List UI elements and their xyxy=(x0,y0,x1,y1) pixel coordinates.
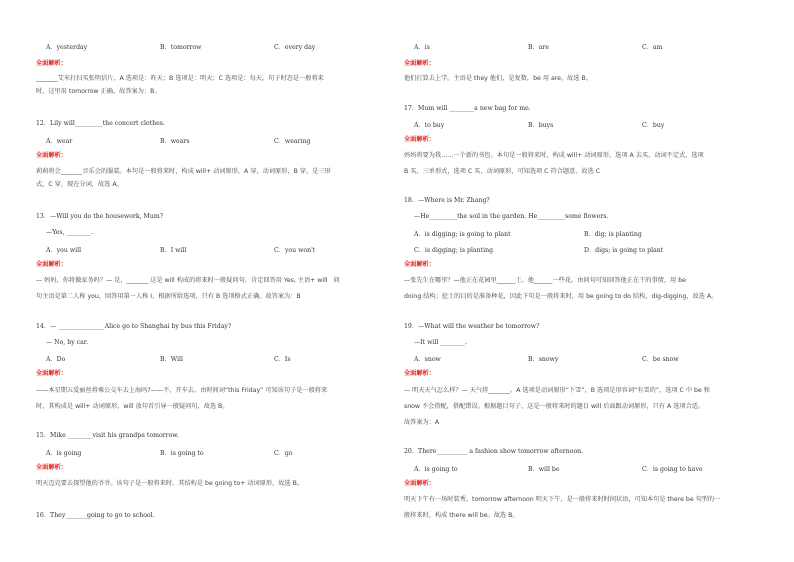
q17-option-a: A．to buy xyxy=(414,122,445,129)
q11-option-a: A．yesterday xyxy=(46,44,88,51)
q16-option-b: B．are xyxy=(528,44,550,51)
q13-option-b: B．I will xyxy=(160,247,187,254)
q16-options xyxy=(404,42,764,50)
q17-explanation-header: 全面解析： xyxy=(404,136,435,143)
q19-option-b: B．snowy xyxy=(528,356,559,363)
q13-stem-line2: —Yes, ________. xyxy=(46,229,94,236)
q20-option-b: B．will be xyxy=(528,466,560,473)
q13-option-a: A．you will xyxy=(46,247,82,254)
q18-explanation-header: 全面解析： xyxy=(404,261,435,268)
q18-option-d: D．digs; is going to plant xyxy=(584,247,664,254)
q16-stem: 16．They_______going to go to school. xyxy=(36,512,155,519)
q15-stem: 15．Mike ________visit his grandpa tomorrow. xyxy=(36,432,179,439)
q11-option-c: C．every day xyxy=(274,44,316,51)
q19-option-c: C．be snow xyxy=(642,356,679,363)
q19-stem-line2: —It will ________. xyxy=(414,339,468,346)
q15-option-b: B．is going to xyxy=(160,450,204,457)
q13-option-c: C．you won't xyxy=(274,247,316,254)
q12-explanation-line: 莉莉将会_______音乐会的服装。本句是一般将来时，构成 will+ 动词原形，A 穿，动词原形，B 穿，是三形 xyxy=(36,168,331,175)
q15-options xyxy=(36,448,396,456)
q11-options xyxy=(36,42,396,50)
q18-stem-line2: —He_________the soil in the garden. He_________some flowers. xyxy=(414,213,609,220)
q18-option-a: A．is digging; is going to plant xyxy=(414,231,511,238)
q15-explanation-line: 明天迈克要去探望他的爷爷。该句子是一般将来时，其结构是 be going to+ 动词原形，故选 B。 xyxy=(36,480,304,487)
q16-explanation-line: 他们打算去上学。主语是 they 他们，是复数，be 用 are，故选 B。 xyxy=(404,75,592,82)
q13-stem: 13．—Will you do the housework, Mum? xyxy=(36,213,164,220)
q20-option-c: C．is going to have xyxy=(642,466,703,473)
q13-options xyxy=(36,245,396,253)
q20-explanation-line: 明天下午有一场时装秀。tomorrow afternoon 明天下午，是一般将来时时间状语，可知本句是 there be 句型的一 xyxy=(404,496,721,503)
q16-explanation-header: 全面解析： xyxy=(404,60,435,67)
q14-stem: 14．— _______________Alice go to Shanghai by bus this Friday? xyxy=(36,323,232,330)
q19-options xyxy=(404,354,764,362)
q20-explanation-header: 全面解析： xyxy=(404,480,435,487)
q17-explanation-line: B 买，三单形式，选项 C 买，动词原形，可知选项 C 符合题意，故选 C xyxy=(404,168,601,175)
q18-options-row2 xyxy=(404,245,764,253)
q16-option-a: A．is xyxy=(414,44,430,51)
q14-explanation-line: 时，其构成是 will+ 动词原形，will 放句首引导一般疑问句，故选 B。 xyxy=(36,403,229,410)
q12-explanation-line: 式，C 穿，现在分词，故选 A。 xyxy=(36,181,123,188)
q15-explanation-header: 全面解析： xyxy=(36,464,67,471)
q12-options xyxy=(36,136,396,144)
q14-stem-line2: — No, by car. xyxy=(46,339,89,346)
q13-explanation-line: 句主语是第二人称 you，回答用第一人称 I，根据所给选项，只有 B 选项格式正确。故答案为：B xyxy=(36,293,301,300)
q11-explanation-line: 时，这里用 tomorrow 正确。故答案为：B。 xyxy=(36,88,161,95)
q13-explanation-line: — 妈妈，你将做家务吗？— 是，_______ 这是 will 构成的将来时一般疑问句，肯定回答用 Yes, 主语+ will 问 xyxy=(36,277,340,284)
q17-explanation-line: 妈妈将要为我……一个新的书包。本句是一般将来时，构成 will+ 动词原形，选项 A 去买，动词不定式，选项 xyxy=(404,152,704,159)
q15-option-a: A．is going xyxy=(46,450,82,457)
q11-option-b: B．tomorrow xyxy=(160,44,202,51)
q19-explanation-line: — 明天天气怎么样？— 天气将_______。A 选项是动词原形“下雪”，B 选项是形容词“有雪的”，选项 C 中 be 和 xyxy=(404,387,710,394)
q14-option-b: B．Will xyxy=(160,356,183,363)
q20-stem: 20．There__________ a fashion show tomorrow afternoon. xyxy=(404,448,584,455)
q13-explanation-header: 全面解析： xyxy=(36,261,67,268)
q18-stem: 18．—Where is Mr. Zhang? xyxy=(404,197,490,204)
q20-option-a: A．is going to xyxy=(414,466,458,473)
q14-explanation-line: ——本星期五爱丽丝将乘公交车去上海吗?——不，开车去。由时间词“this Friday” 可知该句子是一般将来 xyxy=(36,387,328,394)
q19-option-a: A．snow xyxy=(414,356,441,363)
q12-option-b: B．wears xyxy=(160,138,190,145)
q17-stem: 17．Mum will ________a new bag for me. xyxy=(404,105,531,112)
q12-option-c: C．wearing xyxy=(274,138,311,145)
q18-options-row1 xyxy=(404,229,764,237)
q14-explanation-header: 全面解析： xyxy=(36,370,67,377)
q18-option-b: B．dig; is planting xyxy=(584,231,642,238)
q17-option-b: B．buys xyxy=(528,122,554,129)
q20-explanation-line: 般将来时，构成 there will be。故选 B。 xyxy=(404,512,519,519)
q19-explanation-line: snow 不会搭配，搭配错误。根据题目句子，这是一般将来时的题目 will 后面跟动词原形，只有 A 选项合适。 xyxy=(404,403,705,410)
q19-explanation-header: 全面解析： xyxy=(404,370,435,377)
q14-options xyxy=(36,354,396,362)
q17-options xyxy=(404,120,764,128)
q18-explanation-line: doing 结构；挖土的目的是准备种花，因此下句是一般将来时，用 be going to do 结构，dig-digging，故选 A。 xyxy=(404,293,718,300)
q19-explanation-line: 故答案为：A xyxy=(404,419,440,426)
q19-stem: 19．—What will the weather be tomorrow? xyxy=(404,323,540,330)
q12-option-a: A．wear xyxy=(46,138,73,145)
q20-options xyxy=(404,464,764,472)
q11-explanation-line: _______艾米打扫买张明信片。A 选项是：昨天；B 选项是：明天；C 选项是：每天。句子时态是一般将来 xyxy=(36,75,324,82)
q11-explanation-header: 全面解析： xyxy=(36,60,67,67)
q16-option-c: C．am xyxy=(642,44,663,51)
q14-option-a: A．Do xyxy=(46,356,66,363)
q17-option-c: C．buy xyxy=(642,122,665,129)
q14-option-c: C．Is xyxy=(274,356,291,363)
q18-explanation-line: —张先生在哪里？—他正在花园里______土。他______一些花。由问句可知回答他正在干的事情，用 be xyxy=(404,277,686,284)
q12-stem: 12．Lily will_________the concert clothes. xyxy=(36,120,165,127)
q18-option-c: C．is digging; is planting xyxy=(414,247,494,254)
q15-option-c: C．go xyxy=(274,450,293,457)
q12-explanation-header: 全面解析： xyxy=(36,152,67,159)
